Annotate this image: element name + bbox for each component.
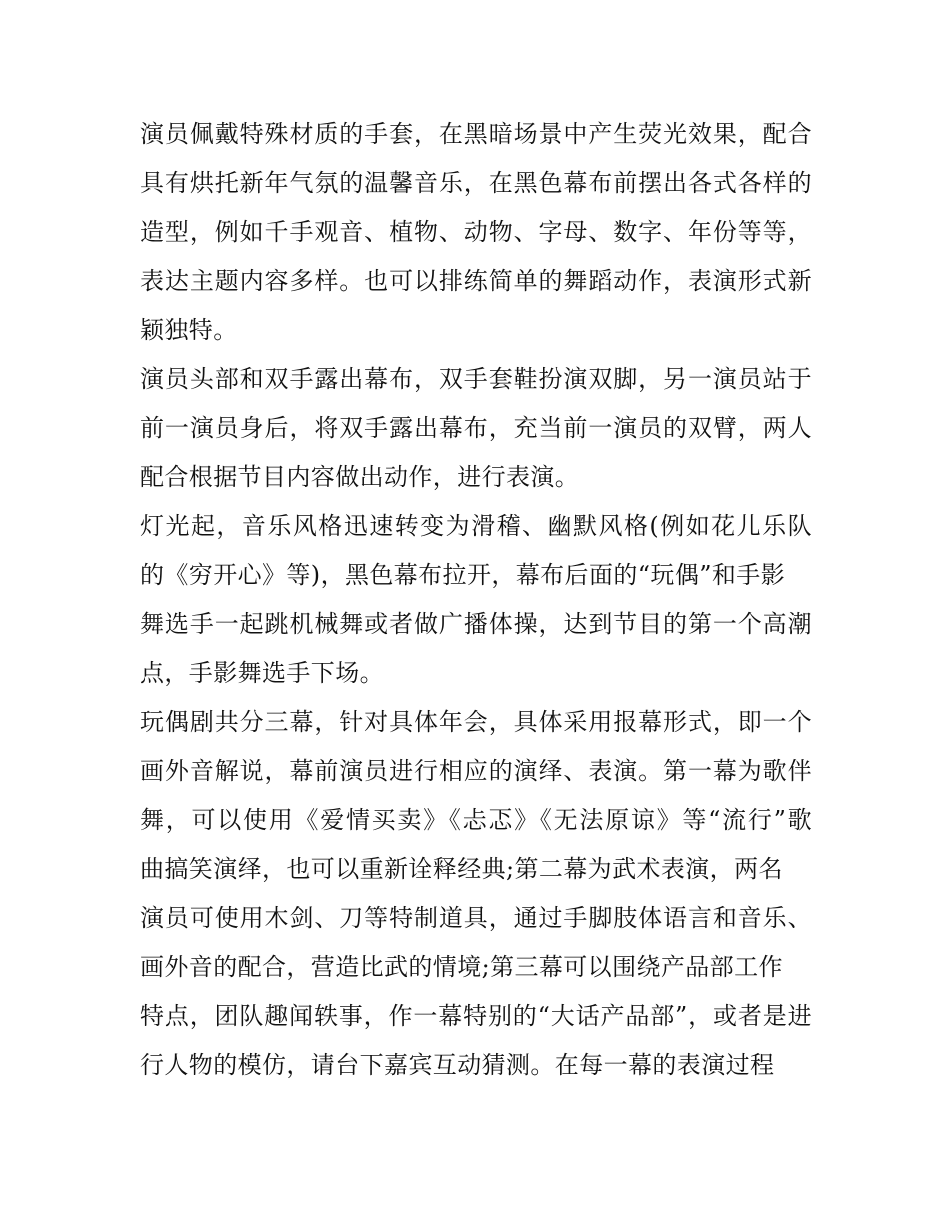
- text-line: 前一演员身后，将双手露出幕布，充当前一演员的双臂，两人: [140, 414, 812, 442]
- paragraph-three-acts: [140, 698, 812, 1090]
- text-line: 曲搞笑演绎，也可以重新诠释经典;第二幕为武术表演，两名: [140, 855, 783, 883]
- text-line: 配合根据节目内容做出动作，进行表演。: [140, 463, 580, 491]
- text-line: 造型，例如千手观音、植物、动物、字母、数字、年份等等，: [140, 218, 812, 246]
- text-line: 舞，可以使用《爱情买卖》《忐忑》《无法原谅》等“流行”歌: [140, 806, 812, 834]
- text-line: 行人物的模仿，请台下嘉宾互动猜测。在每一幕的表演过程: [140, 1051, 775, 1079]
- text-line: 舞选手一起跳机械舞或者做广播体操，达到节目的第一个高潮: [140, 610, 812, 638]
- text-line: 特点，团队趣闻轶事，作一幕特别的“大话产品部”，或者是进: [140, 1002, 812, 1030]
- paragraph-puppet-performance: [140, 355, 812, 502]
- paragraph-lights-music-change: [140, 502, 812, 698]
- text-line: 颖独特。: [140, 316, 238, 344]
- text-line: 演员头部和双手露出幕布，双手套鞋扮演双脚，另一演员站于: [140, 365, 812, 393]
- text-line: 演员佩戴特殊材质的手套，在黑暗场景中产生荧光效果，配合: [140, 120, 812, 148]
- text-line: 画外音的配合，营造比武的情境;第三幕可以围绕产品部工作: [140, 953, 783, 981]
- paragraph-glove-fluorescence: [140, 110, 812, 355]
- document-body: [140, 110, 812, 1090]
- text-line: 玩偶剧共分三幕，针对具体年会，具体采用报幕形式，即一个: [140, 708, 812, 736]
- text-line: 表达主题内容多样。也可以排练简单的舞蹈动作，表演形式新: [140, 267, 812, 295]
- text-line: 的《穷开心》等)，黑色幕布拉开，幕布后面的“玩偶”和手影: [140, 561, 786, 589]
- text-line: 演员可使用木剑、刀等特制道具，通过手脚肢体语言和音乐、: [140, 904, 812, 932]
- text-line: 画外音解说，幕前演员进行相应的演绎、表演。第一幕为歌伴: [140, 757, 812, 785]
- text-line: 灯光起，音乐风格迅速转变为滑稽、幽默风格(例如花儿乐队: [140, 512, 812, 540]
- text-line: 点，手影舞选手下场。: [140, 659, 384, 687]
- text-line: 具有烘托新年气氛的温馨音乐，在黑色幕布前摆出各式各样的: [140, 169, 812, 197]
